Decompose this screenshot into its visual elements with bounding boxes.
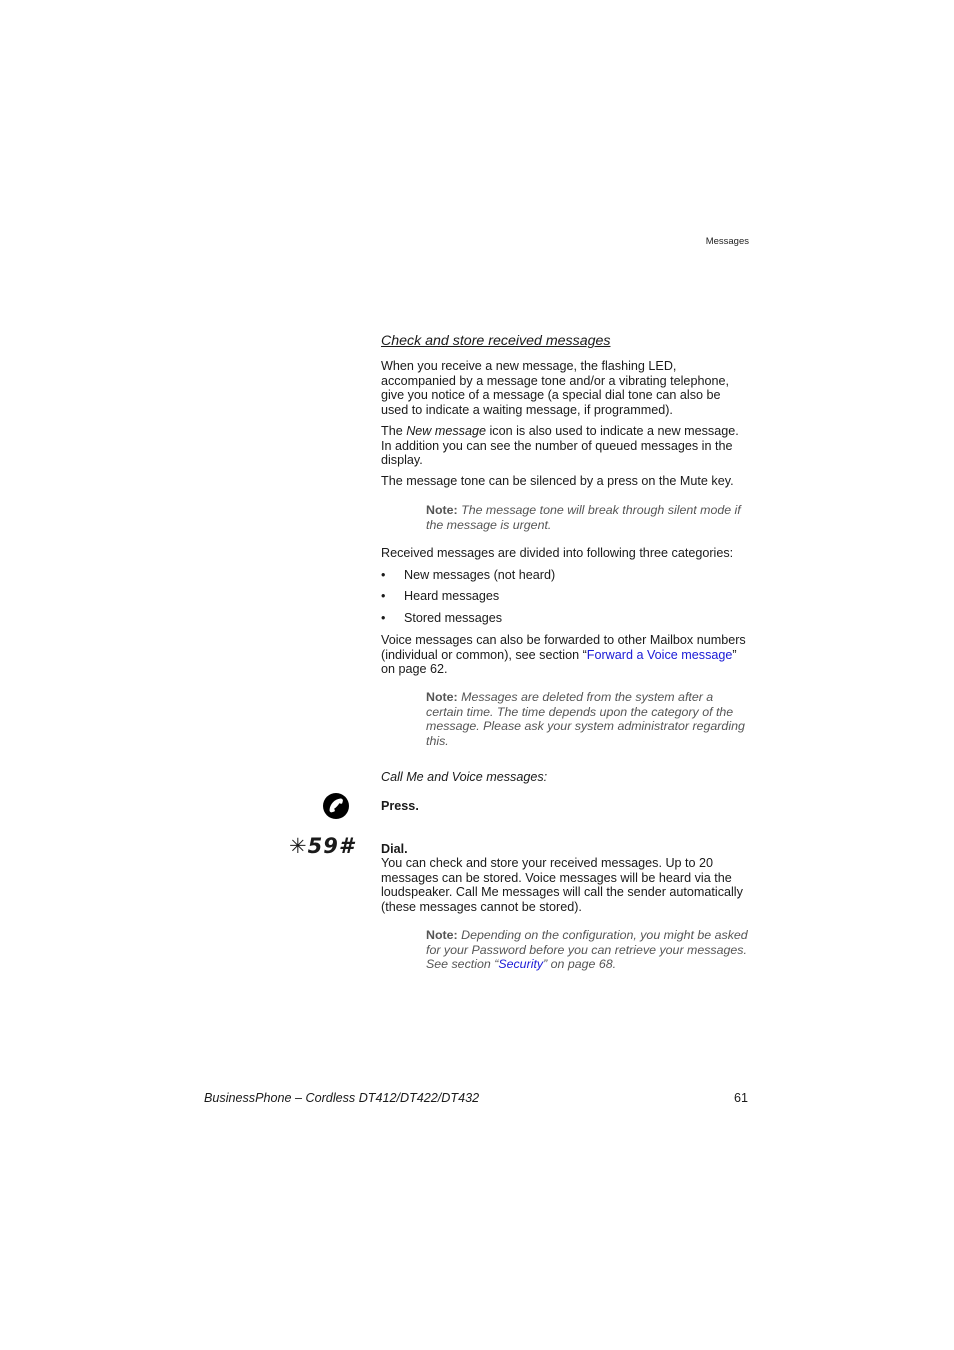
note-password bbox=[426, 928, 748, 972]
note-text: ” on page 68. bbox=[543, 957, 617, 972]
list-item-label: Heard messages bbox=[404, 589, 500, 603]
text-run: ” on page 62. bbox=[381, 647, 737, 677]
dial-code: ✳59# bbox=[289, 834, 355, 858]
note-label: Note: bbox=[426, 928, 458, 942]
note-text: The message tone will break through silent mode if the message is urgent. bbox=[426, 503, 741, 532]
call-me-label: Call Me and Voice messages: bbox=[381, 770, 548, 784]
running-header: Messages bbox=[705, 236, 749, 247]
press-label: Press. bbox=[381, 799, 419, 813]
text-run: icon is also used to indicate a new message. In addition you can see the number of queued messages in the display. bbox=[381, 424, 739, 468]
footer-title: BusinessPhone – Cordless DT412/DT422/DT432 bbox=[204, 1091, 480, 1105]
bullet-icon: • bbox=[381, 589, 386, 603]
intro-paragraph: When you receive a new message, the flashing LED, accompanied by a message tone and/or a vibrating telephone, give you notice of a message (a special dial tone can also be used to indicate a waiting message, if programmed). bbox=[381, 359, 729, 417]
categories-paragraph: Received messages are divided into following three categories: bbox=[381, 546, 734, 560]
text-run: The bbox=[381, 424, 407, 438]
forward-paragraph bbox=[381, 633, 749, 677]
forward-voice-message-link[interactable]: Forward a Voice message bbox=[586, 647, 733, 662]
list-item-label: New messages (not heard) bbox=[404, 568, 556, 582]
bullet-icon: • bbox=[381, 611, 386, 625]
note-silent-mode bbox=[426, 503, 748, 532]
note-label: Note: bbox=[426, 503, 458, 517]
mute-paragraph: The message tone can be silenced by a press on the Mute key. bbox=[381, 474, 734, 488]
dial-label: Dial. bbox=[381, 842, 408, 856]
page-number: 61 bbox=[734, 1091, 749, 1105]
new-message-term: New message bbox=[406, 424, 486, 438]
handset-icon bbox=[323, 793, 349, 819]
new-message-paragraph bbox=[381, 424, 749, 468]
note-message-deletion bbox=[426, 690, 748, 748]
list-item-label: Stored messages bbox=[404, 611, 503, 625]
note-label: Note: bbox=[426, 690, 458, 704]
bullet-icon: • bbox=[381, 568, 386, 582]
section-title: Check and store received messages bbox=[381, 333, 611, 349]
note-text: Depending on the configuration, you might be asked for your Password before you can retrieve your messages. See section “ bbox=[426, 928, 748, 972]
handset-key-icon bbox=[323, 793, 349, 819]
dial-description: You can check and store your received messages. Up to 20 messages can be stored. Voice messages will be heard via the loudspeaker. Call Me messages will call the sender automatically (these messages cannot be stored). bbox=[381, 856, 743, 914]
note-text: Messages are deleted from the system after a certain time. The time depends upon the category of the message. Please ask your system administrator regarding this. bbox=[426, 690, 745, 748]
security-link[interactable]: Security bbox=[498, 957, 544, 972]
text-run: Voice messages can also be forwarded to other Mailbox numbers (individual or common), see section “ bbox=[381, 633, 746, 662]
